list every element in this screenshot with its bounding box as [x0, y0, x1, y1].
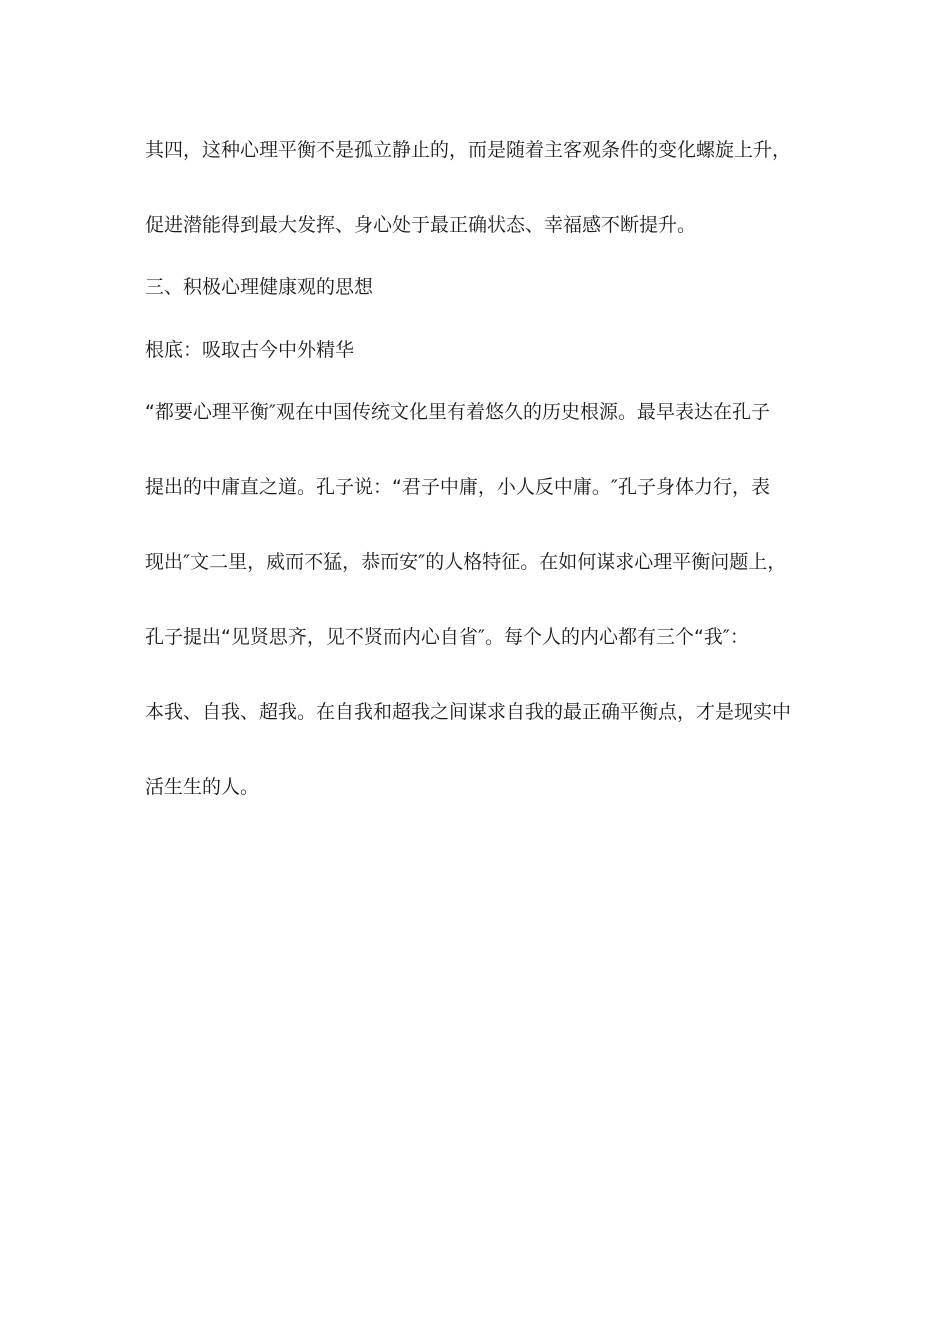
paragraph-2-line-4: 孔子提出“见贤思齐，见不贤而内心自省″。每个人的内心都有三个“我″：: [145, 626, 749, 648]
paragraph-2-line-5: 本我、自我、超我。在自我和超我之间谋求自我的最正确平衡点，才是现实中: [145, 701, 792, 723]
paragraph-2-line-3: 现出″文二里，威而不猛，恭而安″的人格特征。在如何谋求心理平衡问题上，: [145, 551, 787, 573]
paragraph-2-line-6: 活生生的人。: [145, 776, 260, 798]
paragraph-2-line-2: 提出的中庸直之道。孔子说：“君子中庸，小人反中庸。″孔子身体力行，表: [145, 476, 770, 498]
sub-heading: 根底：吸取古今中外精华: [145, 339, 355, 361]
section-heading: 三、积极心理健康观的思想: [145, 276, 374, 298]
paragraph-1-line-1: 其四，这种心理平衡不是孤立静止的，而是随着主客观条件的变化螺旋上升，: [145, 139, 792, 161]
paragraph-2-line-1: “都要心理平衡″观在中国传统文化里有着悠久的历史根源。最早表达在孔子: [145, 401, 770, 423]
paragraph-1-line-2: 促进潜能得到最大发挥、身心处于最正确状态、幸福感不断提升。: [145, 214, 697, 236]
